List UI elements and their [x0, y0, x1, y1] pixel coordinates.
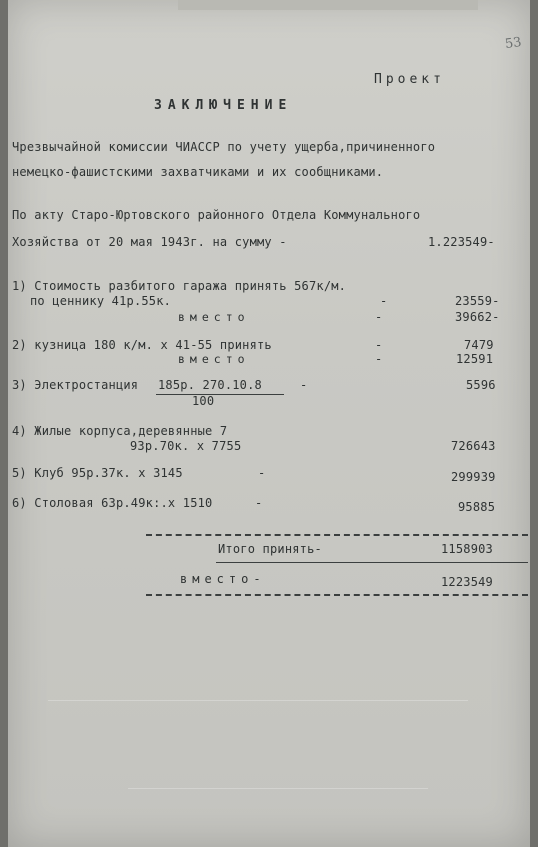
item-2-value: 7479: [464, 338, 494, 352]
item-4-line-1: 4) Жилые корпуса,деревянные 7: [12, 424, 228, 438]
paper-crease: [128, 788, 428, 789]
dash-mark: -: [375, 352, 383, 366]
draft-label: Проект: [374, 72, 445, 87]
dash-mark: -: [258, 466, 266, 480]
dash-mark: -: [255, 496, 263, 510]
dash-mark: -: [375, 310, 383, 324]
item-3-line-1: 3) Электростанция: [12, 378, 139, 392]
item-6-line-1: 6) Столовая 63р.49к:.х 1510: [12, 496, 213, 510]
total-instead-label: вместо-: [180, 572, 266, 586]
document-title: ЗАКЛЮЧЕНИЕ: [154, 98, 293, 113]
dash-mark: -: [380, 294, 388, 308]
item-6-value: 95885: [458, 500, 496, 514]
item-3-value: 5596: [466, 378, 496, 392]
item-4-line-2: 93р.70к. х 7755: [130, 439, 242, 453]
binding-strip: [178, 0, 478, 10]
item-1-value: 23559-: [455, 294, 500, 308]
total-accepted-value: 1158903: [441, 542, 493, 556]
dash-mark: -: [300, 378, 308, 392]
intro-line-2: Хозяйства от 20 мая 1943г. на сумму -: [12, 235, 287, 249]
subtitle-line-2: немецко-фашистскими захватчиками и их сообщниками.: [12, 165, 384, 179]
item-2-instead-label: вместо: [178, 352, 250, 366]
item-2-line-1: 2) кузница 180 к/м. х 41-55 принять: [12, 338, 272, 352]
item-1-instead-value: 39662-: [455, 310, 500, 324]
item-5-line-1: 5) Клуб 95р.37к. х 3145: [12, 466, 183, 480]
item-1-line-2: по ценнику 41р.55к.: [30, 294, 172, 308]
subtitle-line-1: Чрезвычайной комиссии ЧИАССР по учету ущерба,причиненного: [12, 140, 436, 154]
item-4-value: 726643: [451, 439, 496, 453]
total-underline: [216, 562, 528, 563]
dashed-separator: [146, 534, 528, 536]
total-accepted-label: Итого принять-: [218, 542, 322, 556]
dash-mark: -: [375, 338, 383, 352]
intro-total: 1.223549-: [428, 235, 495, 249]
item-1-line-1: 1) Стоимость разбитого гаража принять 567к/м.: [12, 279, 347, 293]
total-instead-value: 1223549: [441, 575, 493, 589]
page-number: 53: [504, 34, 523, 53]
fraction-bar: [156, 394, 284, 395]
paper-crease: [48, 700, 468, 701]
item-3-formula-top: 185р. 270.10.8: [158, 378, 262, 392]
item-3-formula-bottom: 100: [192, 394, 215, 408]
intro-line-1: По акту Старо-Юртовского районного Отдела Коммунального: [12, 208, 421, 222]
item-1-instead-label: вместо: [178, 310, 250, 324]
dashed-separator: [146, 594, 528, 596]
item-2-instead-value: 12591: [456, 352, 494, 366]
item-5-value: 299939: [451, 470, 496, 484]
